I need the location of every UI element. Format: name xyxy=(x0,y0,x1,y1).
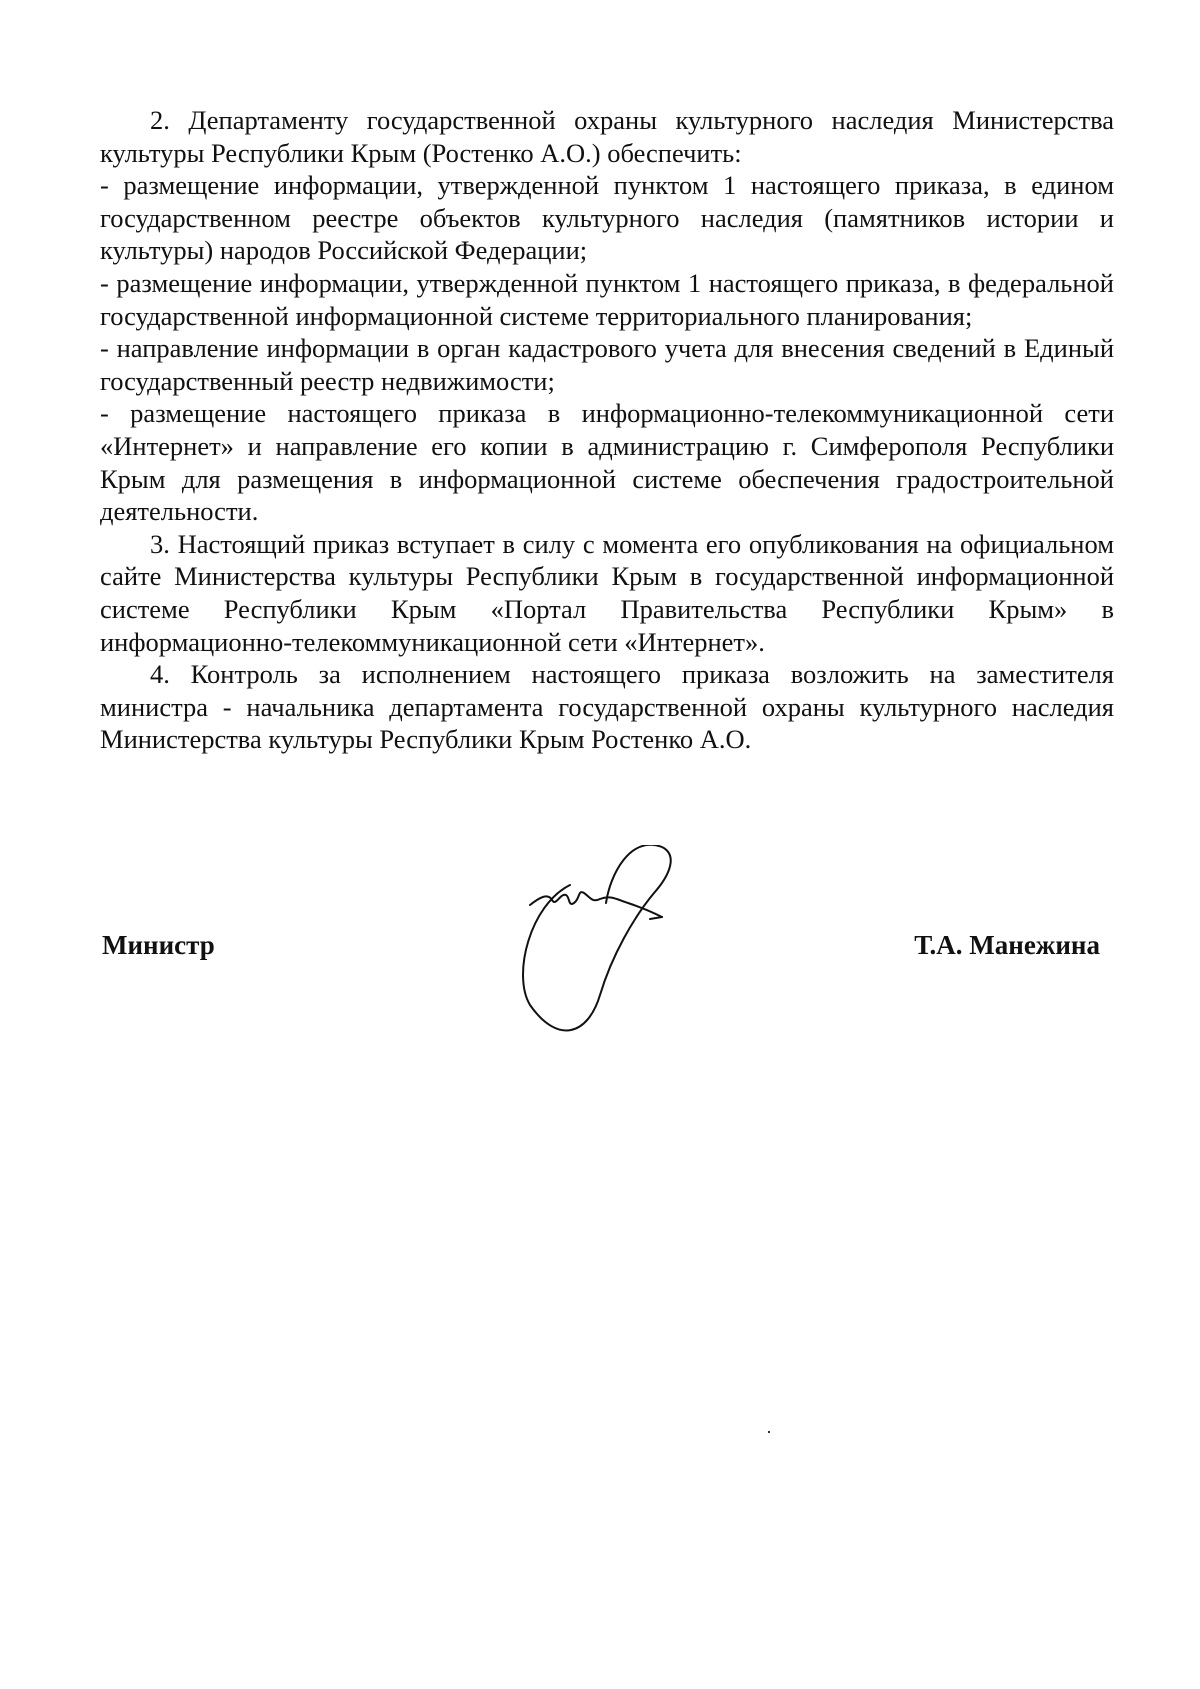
paragraph-item-3: 3. Настоящий приказ вступает в силу с момента его опубликования на официальном сайте Министерства культуры Республики Крым в государственной информационной системе Республики Крым «Портал Правительства Республики Крым» в информационно-телекоммуникационной сети «Интернет». xyxy=(100,528,1114,657)
paragraph-item-4: 4. Контроль за исполнением настоящего приказа возложить на заместителя министра - начальника департамента государственной охраны культурного наследия Министерства культуры Республики Крым Ростенко А.О. xyxy=(100,659,1114,755)
paragraph-item-2: 2. Департаменту государственной охраны культурного наследия Министерства культуры Республики Крым (Ростенко А.О.) обеспечить: xyxy=(100,105,1114,168)
document-body xyxy=(100,104,1114,756)
scan-speck xyxy=(768,1431,770,1433)
signatory-name: Т.А. Манежина xyxy=(914,930,1100,960)
handwritten-signature xyxy=(520,845,720,1085)
bullet-internet-publication: - размещение настоящего приказа в информационно-телекоммуникационной сети «Интернет» и направление его копии в администрацию г. Симферополя Республики Крым для размещения в информационной системе обеспечения градостроительной деятельности. xyxy=(100,398,1114,527)
bullet-cadastral-notice: - направление информации в орган кадастрового учета для внесения сведений в Единый государственный реестр недвижимости; xyxy=(100,333,1114,396)
bullet-federal-system-placement: - размещение информации, утвержденной пунктом 1 настоящего приказа, в федеральной государственной информационной системе территориального планирования; xyxy=(100,267,1114,331)
position-title: Министр xyxy=(102,930,215,960)
bullet-registry-placement: - размещение информации, утвержденной пунктом 1 настоящего приказа, в едином государственном реестре объектов культурного наследия (памятников истории и культуры) народов Российской Федерации; xyxy=(100,170,1114,266)
